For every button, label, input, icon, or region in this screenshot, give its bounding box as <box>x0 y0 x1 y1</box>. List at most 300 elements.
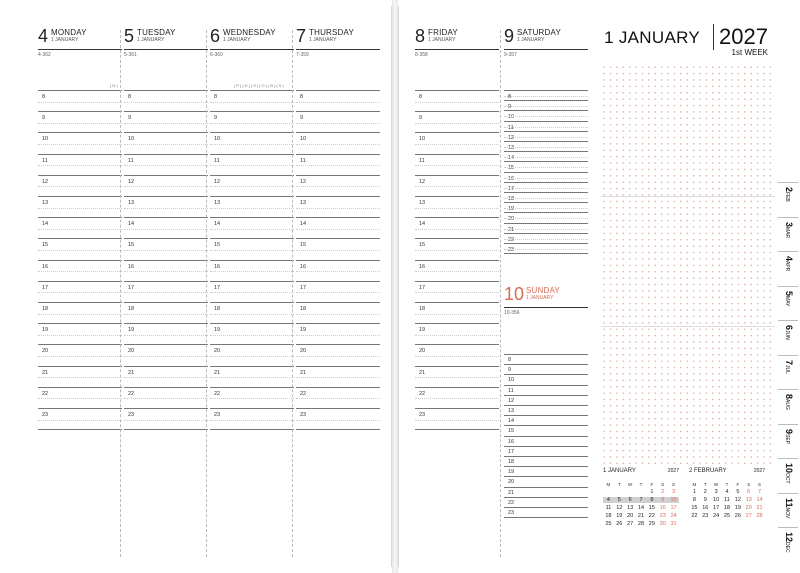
day-number: 8 <box>415 26 426 46</box>
hour-row[interactable] <box>415 154 499 175</box>
weekday-label: F <box>650 482 654 487</box>
calendar-day[interactable]: 6 <box>625 497 636 503</box>
calendar-day[interactable]: 27 <box>627 521 634 527</box>
calendar-day[interactable]: 9 <box>703 497 707 503</box>
calendar-day[interactable]: 13 <box>745 497 752 503</box>
day-number: 7 <box>296 26 307 46</box>
dot-grid-notes <box>601 64 775 464</box>
calendar-day[interactable]: 20 <box>627 513 634 519</box>
hour-row[interactable] <box>415 175 499 196</box>
hour-label: 23 <box>128 412 135 418</box>
half-hour-line <box>38 250 122 251</box>
mini-calendar-grid <box>603 482 679 527</box>
month-tab-sep[interactable] <box>778 424 798 458</box>
half-hour-line <box>296 335 380 336</box>
weekday-label: M <box>692 482 697 487</box>
calendar-day[interactable]: 9 <box>657 497 668 503</box>
hour-row[interactable] <box>296 323 380 344</box>
calendar-day[interactable]: 28 <box>637 521 645 527</box>
half-hour-line <box>504 229 588 230</box>
month-tab-abbr: OCT <box>784 473 790 484</box>
month-tab-apr[interactable] <box>778 251 798 285</box>
hour-row[interactable] <box>504 172 588 182</box>
hour-row[interactable] <box>38 344 122 365</box>
half-hour-line <box>504 198 588 199</box>
hour-row[interactable] <box>504 425 588 435</box>
hour-row[interactable] <box>210 217 294 238</box>
hour-label: 14 <box>300 221 307 228</box>
half-hour-line <box>296 165 380 166</box>
half-hour-line <box>504 167 588 168</box>
day-header <box>504 284 588 308</box>
half-hour-line <box>504 127 588 128</box>
hour-label: 23 <box>42 412 49 418</box>
weekday-label: W <box>714 482 719 487</box>
mini-calendar-month: 1 JANUARY <box>603 468 636 474</box>
hour-label: 20 <box>508 479 515 486</box>
hour-row[interactable] <box>296 196 380 217</box>
calendar-day[interactable]: 31 <box>670 521 677 527</box>
calendar-day[interactable]: 4 <box>725 489 729 495</box>
hour-row[interactable] <box>415 238 499 259</box>
hour-row[interactable] <box>415 302 499 323</box>
month-tab-number: 5 <box>784 290 794 296</box>
hour-row[interactable] <box>504 202 588 212</box>
half-hour-line <box>415 377 499 378</box>
hour-row[interactable] <box>504 182 588 192</box>
hour-label: 15 <box>508 428 515 435</box>
half-hour-line <box>124 271 208 272</box>
hour-row[interactable] <box>38 366 122 387</box>
hour-label: 20 <box>419 348 426 355</box>
calendar-day[interactable]: 18 <box>723 505 731 511</box>
half-hour-line <box>296 314 380 315</box>
notes-divider <box>601 196 775 197</box>
hour-label: 8 <box>508 94 512 100</box>
hour-row[interactable] <box>210 281 294 302</box>
hour-row[interactable] <box>504 446 588 456</box>
day-column <box>210 6 294 567</box>
hour-label: 17 <box>419 284 426 291</box>
hour-row[interactable] <box>124 260 208 281</box>
calendar-day[interactable]: 17 <box>713 505 720 511</box>
calendar-day[interactable]: 6 <box>747 489 751 495</box>
hour-grid-end <box>296 429 380 430</box>
calendar-day[interactable]: 14 <box>637 505 645 511</box>
half-hour-line <box>504 106 588 107</box>
hour-row[interactable] <box>504 395 588 405</box>
hour-row[interactable] <box>210 302 294 323</box>
calendar-day[interactable]: 21 <box>756 505 763 511</box>
hour-row[interactable] <box>296 217 380 238</box>
calendar-day[interactable]: 26 <box>734 513 741 519</box>
hour-row[interactable] <box>504 223 588 233</box>
hour-row[interactable] <box>504 90 588 100</box>
hour-row[interactable] <box>504 212 588 222</box>
hour-row[interactable] <box>210 387 294 408</box>
day-column <box>296 6 380 567</box>
half-hour-line <box>504 116 588 117</box>
hour-row[interactable] <box>504 405 588 415</box>
hour-row[interactable] <box>504 141 588 151</box>
calendar-day[interactable]: 21 <box>637 513 645 519</box>
hour-row[interactable] <box>415 196 499 217</box>
hour-row[interactable] <box>504 385 588 395</box>
hour-row[interactable] <box>38 196 122 217</box>
calendar-day[interactable]: 23 <box>659 513 666 519</box>
hour-row[interactable] <box>415 260 499 281</box>
calendar-day[interactable]: 7 <box>636 497 647 503</box>
month-tab-oct[interactable] <box>778 458 798 492</box>
hour-row[interactable] <box>124 175 208 196</box>
hour-row[interactable] <box>38 238 122 259</box>
hour-label: 23 <box>508 247 515 253</box>
month-tab-abbr: AUG <box>784 399 790 410</box>
hour-grid-end <box>124 429 208 430</box>
half-hour-line <box>210 186 294 187</box>
hour-row[interactable] <box>210 132 294 153</box>
hour-row[interactable] <box>38 217 122 238</box>
hour-row[interactable] <box>504 131 588 141</box>
hour-row[interactable] <box>296 408 380 429</box>
hour-label: 21 <box>214 369 221 376</box>
month-tab-aug[interactable] <box>778 389 798 423</box>
hour-row[interactable] <box>504 374 588 384</box>
calendar-day[interactable]: 25 <box>723 513 731 519</box>
hour-row[interactable] <box>124 302 208 323</box>
hour-row[interactable] <box>504 354 588 364</box>
hour-label: 12 <box>419 178 426 185</box>
hour-row[interactable] <box>210 238 294 259</box>
hour-row[interactable] <box>38 387 122 408</box>
hour-row[interactable] <box>124 111 208 132</box>
calendar-day[interactable]: 7 <box>758 489 762 495</box>
hour-row[interactable] <box>210 260 294 281</box>
day-ordinal: 4-362 <box>38 52 51 58</box>
hour-row[interactable] <box>504 476 588 486</box>
hour-row[interactable] <box>210 196 294 217</box>
day-ordinal: 8-358 <box>415 52 428 58</box>
half-hour-line <box>38 271 122 272</box>
calendar-day[interactable]: 22 <box>691 513 698 519</box>
day-month-label: 1 JANUARY <box>517 37 545 43</box>
hour-row[interactable] <box>124 281 208 302</box>
hour-row[interactable] <box>296 154 380 175</box>
hour-row[interactable] <box>124 323 208 344</box>
hour-label: 11 <box>128 157 134 164</box>
hour-row[interactable] <box>38 175 122 196</box>
calendar-day[interactable]: 22 <box>648 513 655 519</box>
hour-row[interactable] <box>38 154 122 175</box>
calendar-day[interactable]: 27 <box>745 513 752 519</box>
half-hour-line <box>210 356 294 357</box>
hour-row[interactable] <box>296 90 380 111</box>
half-hour-line <box>504 178 588 179</box>
hour-label: 10 <box>214 136 221 143</box>
holiday-marks: (N) <box>110 83 119 88</box>
month-tab-nov[interactable] <box>778 493 798 527</box>
calendar-day[interactable]: 30 <box>659 521 666 527</box>
hour-label: 19 <box>42 327 49 334</box>
calendar-day[interactable]: 18 <box>605 513 612 519</box>
hour-row[interactable] <box>296 132 380 153</box>
calendar-day[interactable]: 8 <box>692 497 696 503</box>
hour-row[interactable] <box>504 497 588 507</box>
half-hour-line <box>210 123 294 124</box>
half-hour-line <box>504 96 588 97</box>
hour-label: 21 <box>508 489 515 496</box>
month-tab-may[interactable] <box>778 286 798 320</box>
half-hour-line <box>38 377 122 378</box>
calendar-day[interactable]: 1 <box>650 489 654 495</box>
month-tab-jun[interactable] <box>778 320 798 354</box>
calendar-day <box>603 489 614 495</box>
calendar-day[interactable]: 3 <box>714 489 718 495</box>
calendar-day[interactable]: 15 <box>691 505 698 511</box>
hour-row[interactable] <box>124 217 208 238</box>
half-hour-line <box>415 186 499 187</box>
day-header <box>38 26 122 50</box>
hour-row[interactable] <box>504 456 588 466</box>
calendar-day[interactable]: 15 <box>648 505 655 511</box>
hour-label: 17 <box>508 185 515 192</box>
hour-label: 17 <box>300 284 307 291</box>
hour-row[interactable] <box>38 132 122 153</box>
mini-calendar-year: 2027 <box>753 468 765 474</box>
calendar-day[interactable]: 12 <box>616 505 623 511</box>
calendar-day[interactable]: 8 <box>646 497 657 503</box>
half-hour-line <box>415 314 499 315</box>
hour-row[interactable] <box>296 238 380 259</box>
hour-row[interactable] <box>415 344 499 365</box>
day-name: FRIDAY <box>428 28 458 37</box>
hour-row[interactable] <box>210 366 294 387</box>
hour-row[interactable] <box>38 408 122 429</box>
hour-label: 8 <box>214 94 218 100</box>
hour-row[interactable] <box>38 302 122 323</box>
hour-row[interactable] <box>38 111 122 132</box>
half-hour-line <box>38 165 122 166</box>
calendar-day[interactable]: 14 <box>756 497 763 503</box>
hour-label: 13 <box>300 200 307 206</box>
hour-row[interactable] <box>296 175 380 196</box>
half-hour-line <box>210 165 294 166</box>
hour-row[interactable] <box>210 175 294 196</box>
hour-label: 11 <box>508 124 514 131</box>
hour-row[interactable] <box>415 90 499 111</box>
calendar-day <box>625 489 636 495</box>
day-number: 6 <box>210 26 221 46</box>
hour-label: 14 <box>42 221 49 228</box>
hour-row[interactable] <box>210 408 294 429</box>
hour-row[interactable] <box>124 132 208 153</box>
sunday-column <box>504 264 588 534</box>
hour-row[interactable] <box>415 387 499 408</box>
calendar-day[interactable]: 25 <box>605 521 612 527</box>
calendar-day[interactable]: 4 <box>603 497 614 503</box>
hour-row[interactable] <box>296 111 380 132</box>
hour-row[interactable] <box>124 366 208 387</box>
mini-calendar-title <box>603 468 679 478</box>
calendar-day[interactable]: 1 <box>692 489 696 495</box>
month-tab-number: 8 <box>784 394 794 400</box>
half-hour-line <box>504 249 588 250</box>
calendar-day[interactable]: 23 <box>702 513 709 519</box>
hour-row[interactable] <box>124 90 208 111</box>
hour-row[interactable] <box>296 344 380 365</box>
half-hour-line <box>415 165 499 166</box>
calendar-day[interactable]: 10 <box>668 497 679 503</box>
calendar-day[interactable]: 24 <box>713 513 720 519</box>
day-number: 10 <box>504 284 525 304</box>
calendar-day[interactable]: 2 <box>703 489 707 495</box>
calendar-day[interactable]: 24 <box>670 513 677 519</box>
calendar-day[interactable]: 13 <box>627 505 634 511</box>
hour-row[interactable] <box>296 302 380 323</box>
hour-row[interactable] <box>38 323 122 344</box>
hour-row[interactable] <box>296 260 380 281</box>
half-hour-line <box>415 102 499 103</box>
half-hour-line <box>415 229 499 230</box>
hour-row[interactable] <box>124 344 208 365</box>
month-tab-feb[interactable] <box>778 182 798 216</box>
weekday-label: S <box>661 482 665 487</box>
calendar-day[interactable]: 3 <box>672 489 676 495</box>
header-year: 2027 <box>713 24 768 50</box>
hour-row[interactable] <box>504 161 588 171</box>
hour-label: 15 <box>419 242 426 249</box>
month-tab-label <box>784 256 794 271</box>
hour-row[interactable] <box>124 387 208 408</box>
hour-row[interactable] <box>210 90 294 111</box>
calendar-day[interactable]: 29 <box>648 521 655 527</box>
calendar-day[interactable]: 12 <box>734 497 741 503</box>
calendar-day[interactable]: 20 <box>745 505 752 511</box>
hour-row[interactable] <box>504 487 588 497</box>
month-tab-dec[interactable] <box>778 527 798 561</box>
calendar-day[interactable]: 28 <box>756 513 763 519</box>
half-hour-line <box>124 144 208 145</box>
day-month-label: 1 JANUARY <box>51 37 79 43</box>
calendar-day[interactable]: 19 <box>734 505 741 511</box>
hour-row[interactable] <box>38 90 122 111</box>
hour-row[interactable] <box>296 281 380 302</box>
hour-label: 16 <box>508 438 515 445</box>
hour-label: 20 <box>300 348 307 355</box>
hour-row[interactable] <box>415 323 499 344</box>
hour-label: 14 <box>419 221 426 228</box>
hour-row[interactable] <box>210 323 294 344</box>
half-hour-line <box>124 420 208 421</box>
month-tab-mar[interactable] <box>778 217 798 251</box>
month-tab-abbr: MAY <box>784 295 790 306</box>
day-month-label: 1 JANUARY <box>223 37 251 43</box>
calendar-day[interactable]: 16 <box>702 505 709 511</box>
hour-row[interactable] <box>415 281 499 302</box>
half-hour-line <box>296 292 380 293</box>
hour-label: 10 <box>128 136 135 143</box>
hour-label: 10 <box>419 136 426 143</box>
calendar-day[interactable]: 5 <box>614 497 625 503</box>
hour-row[interactable] <box>415 111 499 132</box>
hour-row[interactable] <box>415 132 499 153</box>
hour-row[interactable] <box>504 233 588 243</box>
hour-label: 19 <box>128 327 135 334</box>
half-hour-line <box>210 314 294 315</box>
half-hour-line <box>210 208 294 209</box>
hour-label: 21 <box>419 369 426 376</box>
month-tab-jul[interactable] <box>778 355 798 389</box>
hour-row[interactable] <box>415 217 499 238</box>
hour-row[interactable] <box>124 154 208 175</box>
hour-row[interactable] <box>296 387 380 408</box>
hour-row[interactable] <box>504 466 588 476</box>
weekday-label: F <box>736 482 740 487</box>
hour-row[interactable] <box>124 238 208 259</box>
hour-label: 15 <box>42 242 49 249</box>
calendar-day[interactable]: 10 <box>713 497 720 503</box>
hour-row[interactable] <box>38 260 122 281</box>
half-hour-line <box>38 186 122 187</box>
hour-row[interactable] <box>415 366 499 387</box>
day-number: 4 <box>38 26 49 46</box>
hour-row[interactable] <box>504 121 588 131</box>
hour-row[interactable] <box>124 408 208 429</box>
hour-row[interactable] <box>504 436 588 446</box>
hour-row[interactable] <box>210 111 294 132</box>
month-tab-label <box>784 187 794 202</box>
half-hour-line <box>296 356 380 357</box>
hour-row[interactable] <box>504 110 588 120</box>
half-hour-line <box>210 250 294 251</box>
hour-row[interactable] <box>296 366 380 387</box>
month-tab-number: 9 <box>784 428 794 434</box>
calendar-day[interactable]: 17 <box>670 505 677 511</box>
hour-row[interactable] <box>124 196 208 217</box>
hour-row[interactable] <box>38 281 122 302</box>
month-tab-label <box>784 360 794 374</box>
calendar-day[interactable]: 11 <box>605 505 612 511</box>
calendar-day[interactable]: 11 <box>724 497 730 503</box>
calendar-day[interactable]: 19 <box>616 513 623 519</box>
hour-label: 18 <box>419 306 426 312</box>
hour-grid-end <box>504 253 588 254</box>
calendar-day[interactable]: 26 <box>616 521 623 527</box>
hour-row[interactable] <box>504 415 588 425</box>
month-tab-number: 6 <box>784 325 794 331</box>
day-name: WEDNESDAY <box>223 28 276 37</box>
hour-row[interactable] <box>415 408 499 429</box>
hour-row[interactable] <box>504 364 588 374</box>
hour-label: 9 <box>128 115 132 122</box>
calendar-day[interactable]: 2 <box>661 489 665 495</box>
hour-row[interactable] <box>504 192 588 202</box>
calendar-day[interactable]: 16 <box>659 505 666 511</box>
half-hour-line <box>415 398 499 399</box>
hour-row[interactable] <box>504 243 588 253</box>
hour-row[interactable] <box>504 507 588 517</box>
half-hour-line <box>415 271 499 272</box>
mini-calendar <box>603 468 679 527</box>
hour-row[interactable] <box>210 344 294 365</box>
hour-row[interactable] <box>504 151 588 161</box>
hour-label: 23 <box>214 412 221 418</box>
calendar-day[interactable]: 5 <box>736 489 740 495</box>
hour-label: 23 <box>419 412 426 418</box>
hour-row[interactable] <box>210 154 294 175</box>
half-hour-line <box>296 377 380 378</box>
hour-row[interactable] <box>504 100 588 110</box>
